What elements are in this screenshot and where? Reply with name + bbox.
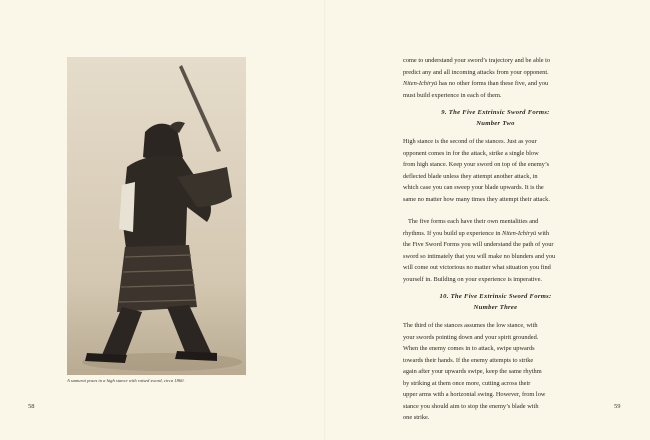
section-9-paragraph-2	[403, 216, 588, 285]
page-number-left: 58	[28, 403, 35, 410]
heading-line: Number Three	[473, 303, 518, 311]
text-line: one strike.	[403, 414, 430, 421]
text-line: The third of the stances assumes the low stance, with	[403, 322, 538, 329]
page-gutter	[324, 0, 326, 440]
text-line: has no other forms than these five, and you	[437, 80, 549, 87]
section-10-paragraph	[403, 320, 588, 424]
text-line: with	[536, 229, 550, 237]
text-line: will come out victorious no matter what situation you find	[403, 264, 551, 271]
samurai-photo-icon	[67, 57, 246, 375]
section-heading-10	[403, 292, 588, 313]
text-line: must build experience in each of them.	[403, 91, 502, 99]
text-line: yourself in. Building on your experience is imperative.	[403, 275, 542, 283]
paragraph-gap	[403, 205, 588, 216]
emphasis-niten-ichiryu: Niten-Ichiryū	[403, 80, 438, 87]
text-line: When the enemy comes in to attack, swipe upwards	[403, 345, 535, 352]
text-line: your swords pointing down and your spirit grounded.	[403, 333, 539, 341]
right-page-text	[403, 55, 588, 424]
samurai-photo	[67, 57, 246, 375]
page-number-right: 59	[614, 403, 621, 410]
text-line: deflected blade unless they attempt another attack, in	[403, 172, 538, 180]
text-line: sword so intimately that you will make no blunders and you	[403, 252, 556, 260]
text-line: rhythms. If you build up experience in	[403, 229, 503, 237]
photo-caption: A samurai poses in a high stance with raised sword, circa 1860.	[67, 378, 185, 383]
text-line: come to understand your sword’s trajectory and be able to	[403, 57, 551, 64]
heading-line: 10. The Five Extrinsic Sword Forms:	[439, 293, 552, 300]
text-line: by striking at them once more, cutting across their	[403, 379, 531, 387]
heading-line: Number Two	[476, 119, 515, 127]
emphasis-niten-ichiryu: Niten-Ichiryū	[502, 229, 537, 237]
text-line: same no matter how many times they attempt their attack.	[403, 195, 550, 203]
text-line: from high stance. Keep your sword on top of the enemy’s	[403, 161, 550, 168]
text-line: predict any and all incoming attacks from your opponent.	[403, 68, 549, 76]
text-line: the Five Sword Forms you will understand the path of your	[403, 241, 554, 248]
heading-line: 9. The Five Extrinsic Sword Forms:	[441, 109, 550, 116]
text-line: which case you can sweep your blade upwards. It is the	[403, 184, 544, 191]
section-heading-9	[403, 108, 588, 129]
text-line: opponent comes in for the attack, strike a single blow	[403, 149, 539, 157]
section-9-paragraph-1	[403, 136, 588, 205]
text-line: upper arms with a horizontal swing. However, from low	[403, 391, 546, 398]
text-line: The five forms each have their own mentalities and	[408, 218, 539, 225]
text-line: High stance is the second of the stances. Just as your	[403, 138, 537, 145]
text-line: towards their hands. If the enemy attempts to strike	[403, 356, 534, 364]
intro-paragraph	[403, 55, 588, 101]
text-line: again after your upwards swipe, keep the same rhythm	[403, 368, 542, 375]
text-line: stance you should aim to stop the enemy’s blade with	[403, 402, 539, 410]
